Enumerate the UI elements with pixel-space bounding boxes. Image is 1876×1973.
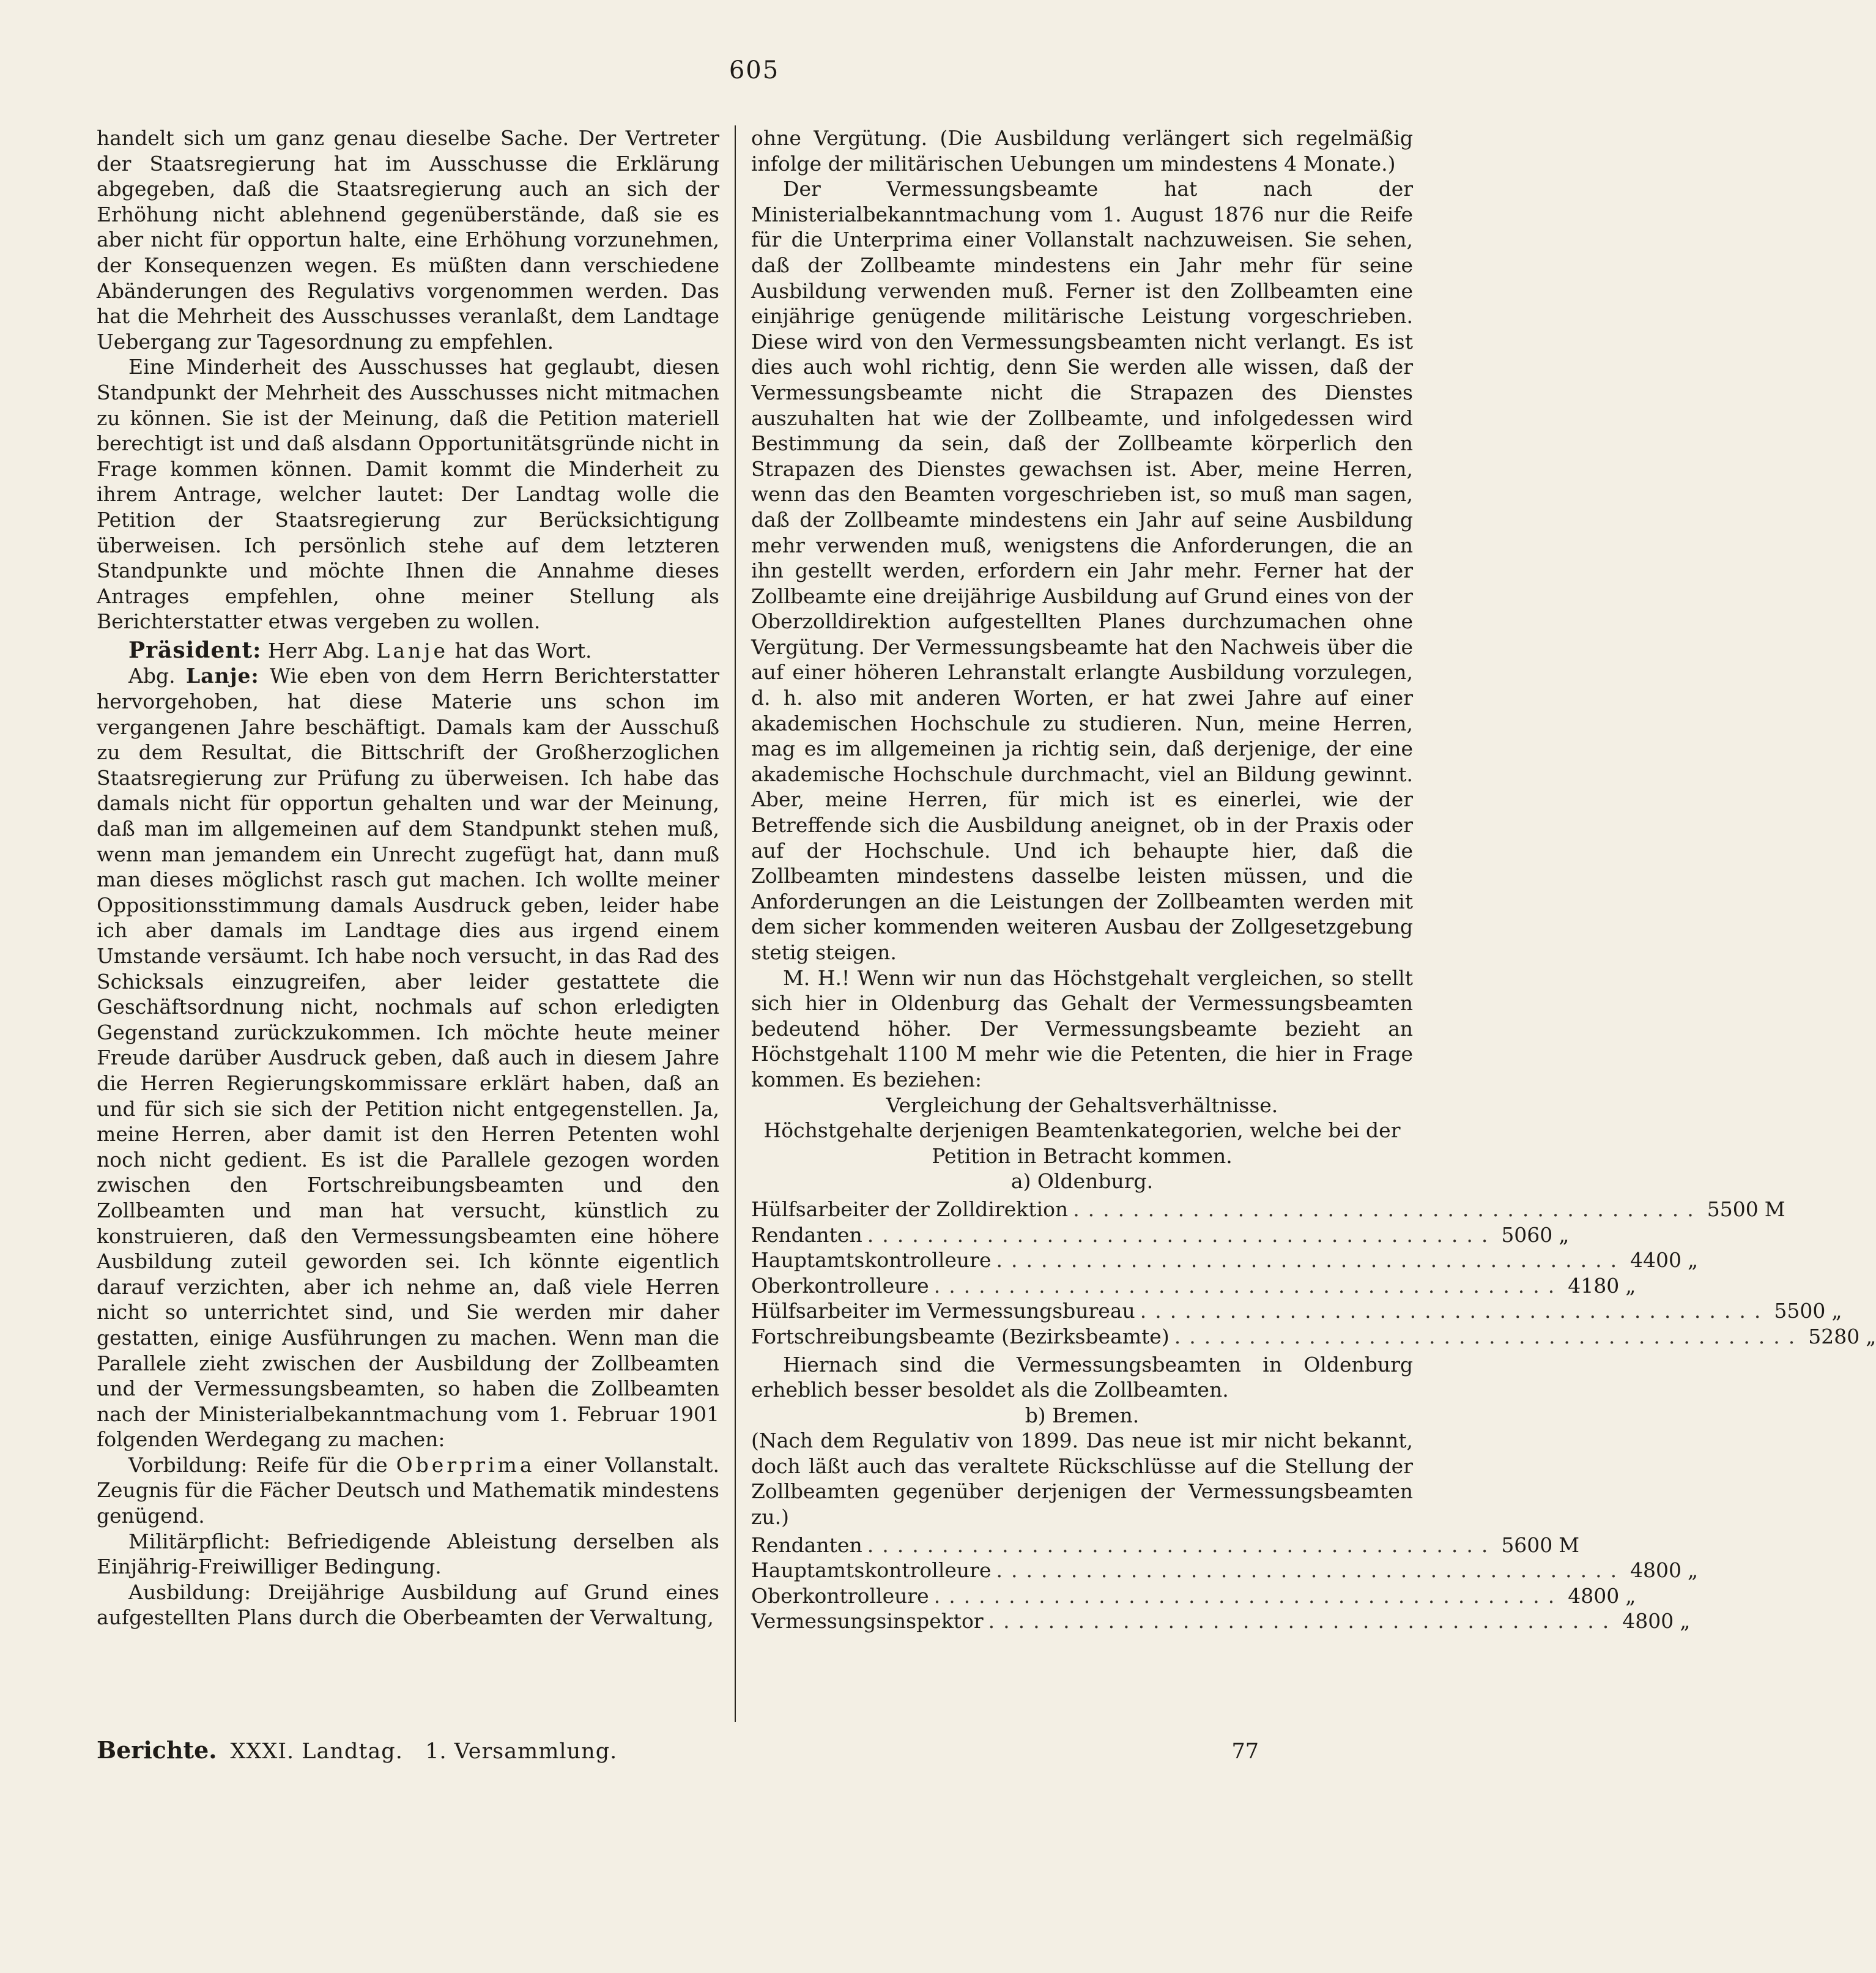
oldenburg-salary-table [751, 1197, 1876, 1350]
salary-category: Oberkontrolleure [751, 1583, 929, 1608]
president-text-before: Herr Abg. [267, 638, 370, 663]
salary-unit: „ [1831, 1299, 1842, 1323]
salary-category: Oberkontrolleure [751, 1273, 929, 1298]
salary-category: Hülfsarbeiter im Vermessungsbureau [751, 1299, 1135, 1323]
body-paragraph: handelt sich um ganz genau dieselbe Sache. Der Vertreter der Staatsregierung hat im Ausschusse die Erklärung abgegeben, daß die Staatsregierung auch an sich der Erhöhung nicht ablehnend gegenüberstände, daß sie es aber nicht für opportun halte, eine Erhöhung vorzunehmen, der Konsequenzen wegen. Es müßten dann verschiedene Abänderungen des Regulativs vorgenommen werden. Das hat die Mehrheit des Ausschusses veranlaßt, dem Landtage Uebergang zur Tagesordnung zu empfehlen. [97, 126, 719, 354]
salary-category: Hülfsarbeiter der Zolldirektion [751, 1197, 1069, 1221]
salary-amount: 5060 [1501, 1222, 1553, 1247]
salary-row [751, 1197, 1785, 1222]
salary-amount: 4800 [1622, 1609, 1674, 1633]
salary-row [751, 1273, 1636, 1299]
page-number: 605 [729, 56, 780, 84]
salary-unit: M [1559, 1533, 1580, 1557]
salary-amount: 5600 [1501, 1533, 1553, 1557]
salary-unit: „ [1688, 1558, 1699, 1583]
leader-dots: .......................................... [867, 1222, 1497, 1247]
salary-category: Fortschreibungsbeamte (Bezirksbeamte) [751, 1324, 1170, 1348]
salary-amount: 4400 [1630, 1248, 1682, 1273]
bremen-heading: b) Bremen. [1025, 1403, 1140, 1427]
comparison-subtitle: Höchstgehalte derjenigen Beamtenkategorien, welche bei der Petition in Betracht kommen. [763, 1118, 1401, 1168]
speech-text: Wie eben von dem Herrn Berichterstatter hervorgehoben, hat diese Materie uns schon im vergangenen Jahre beschäftigt. Damals kam der Ausschuß zu dem Resultat, die Bittschrift der Großherzoglichen Staatsregierung zur Prüfung zu überweisen. Ich habe das damals nicht für opportun gehalten und war der Meinung, daß man im allgemeinen auf dem Standpunkt stehen muß, wenn man jemandem ein Unrecht zugefügt hat, dann muß man dieses möglichst rasch gut machen. Ich wollte meiner Oppositionsstimmung damals Ausdruck geben, leider habe ich aber damals im Landtage dies aus irgend einem Umstande versäumt. Ich habe noch versucht, in das Rad des Schicksals einzugreifen, aber leider gestattete die Geschäftsordnung nicht, nochmals auf schon erledigten Gegenstand zurückzukommen. Ich möchte heute meiner Freude darüber Ausdruck geben, daß auch in diesem Jahre die Herren Regierungskommissare erklärt haben, daß an und für sich sie sich der Petition nicht entgegenstellen. Ja, meine Herren, aber damit ist den Herren Petenten wohl noch nicht gedient. Es ist die Parallele gezogen worden zwischen den Fortschreibungsbeamten und den Zollbeamten und man hat versucht, künstlich zu konstruieren, daß den Vermessungsbeamten eine höhere Ausbildung zuteil geworden sei. Ich könnte eigentlich darauf verzichten, aber ich nehme an, daß viele Herren nicht so unterrichtet sind, und Sie werden mir daher gestatten, einige Ausführungen zu machen. Wenn man die Parallele zieht zwischen der Ausbildung der Zollbeamten und der Vermessungsbeamten, so haben die Zollbeamten nach der Ministerialbekanntmachung vom 1. Februar 1901 folgenden Werdegang zu machen: [97, 664, 719, 1452]
president-line [97, 638, 719, 664]
salary-amount: 5500 [1774, 1299, 1826, 1323]
leader-dots: .......................................... [867, 1533, 1497, 1557]
salary-row [751, 1247, 1699, 1273]
salary-amount: 4800 [1568, 1583, 1620, 1608]
continuation-paragraph: ohne Vergütung. (Die Ausbildung verlängert sich regelmäßig infolge der militärischen Uebungen um mindestens 4 Monate.) [751, 126, 1413, 176]
oldenburg-heading: a) Oldenburg. [1010, 1169, 1154, 1194]
page-footer [97, 1736, 1418, 1764]
ausbildung-label: Ausbildung: [128, 1580, 251, 1604]
leader-dots: .......................................... [996, 1558, 1626, 1583]
salary-unit: „ [1559, 1222, 1570, 1247]
sheet-number: 77 [1231, 1739, 1259, 1764]
salary-row [751, 1608, 1691, 1634]
leader-dots: .......................................... [1140, 1299, 1770, 1323]
body-paragraph: Eine Minderheit des Ausschusses hat geglaubt, diesen Standpunkt der Mehrheit des Ausschusses nicht mitmachen zu können. Sie ist der Meinung, daß die Petition materiell berechtigt ist und daß alsdann Opportunitätsgründe nicht in Frage kommen können. Damit kommt die Minderheit zu ihrem Antrage, welcher lautet: Der Landtag wolle die Petition der Staatsregierung zur Berücksichtigung überweisen. Ich persönlich stehe auf dem letzteren Standpunkte und möchte Ihnen die Annahme dieses Antrages empfehlen, ohne meiner Stellung als Berichterstatter etwas vergeben zu wollen. [97, 355, 719, 634]
salary-category: Hauptamtskontrolleure [751, 1248, 992, 1273]
president-text-after: hat das Wort. [454, 638, 592, 663]
comparison-title: Vergleichung der Gehaltsverhältnisse. [886, 1093, 1278, 1117]
salary-unit: „ [1866, 1324, 1876, 1348]
speaker-name: Lanje: [186, 664, 259, 688]
president-label: Präsident: [128, 637, 262, 663]
body-paragraph: M. H.! Wenn wir nun das Höchstgehalt vergleichen, so stellt sich hier in Oldenburg das Gehalt der Vermessungsbeamten bedeutend höher. Der Vermessungsbeamte bezieht an Höchstgehalt 1100 M mehr wie die Petenten, die hier in Frage kommen. Es beziehen: [751, 965, 1413, 1091]
leader-dots: .......................................... [933, 1273, 1563, 1298]
salary-category: Rendanten [751, 1222, 862, 1247]
body-paragraph: Der Vermessungsbeamte hat nach der Ministerialbekanntmachung vom 1. August 1876 nur die Reife für die Unterprima einer Vollanstalt nachzuweisen. Sie sehen, daß der Zollbeamte mindestens ein Jahr mehr für seine Ausbildung verwenden muß. Ferner ist den Zollbeamten eine einjährige genügende militärische Leistung vorgeschrieben. Diese wird von den Vermessungsbeamten nicht verlangt. Es ist dies auch wohl richtig, denn Sie werden alle wissen, daß der Vermessungsbeamte nicht die Strapazen des Dienstes auszuhalten hat wie der Zollbeamte, und infolgedessen wird Bestimmung da sein, daß der Zollbeamte körperlich den Strapazen des Dienstes gewachsen ist. Aber, meine Herren, wenn das den Beamten vorgeschrieben ist, so muß man sagen, daß der Zollbeamte mindestens ein Jahr auf seine Ausbildung mehr verwenden muß, wenigstens die Anforderungen, die an ihn gestellt werden, erfordern ein Jahr mehr. Ferner hat der Zollbeamte eine dreijährige Ausbildung auf Grund eines von der Oberzolldirektion aufgestellten Planes durchzumachen ohne Vergütung. Der Vermessungsbeamte hat den Nachweis über die auf einer höheren Lehranstalt erlangte Ausbildung vorzulegen, d. h. also mit anderen Worten, er hat zwei Jahre auf einer akademischen Hochschule zu studieren. Nun, meine Herren, mag es im allgemeinen ja richtig sein, daß derjenige, der eine akademische Hochschule durchmacht, viel an Bildung gewinnt. Aber, meine Herren, für mich ist es einerlei, wie der Betreffende sich die Ausbildung aneignet, ob in der Praxis oder auf der Hochschule. Und ich behaupte hier, daß die Zollbeamten mindestens dasselbe leisten müssen, und die Anforderungen an die Leistungen der Zollbeamten werden mit dem sicher kommenden weiteren Ausbau der Zollgesetzgebung stetig steigen. [751, 177, 1413, 964]
salary-row [751, 1583, 1636, 1609]
column-divider [735, 125, 736, 1722]
footer-signature: Berichte. [97, 1736, 217, 1764]
leader-dots: .......................................... [1073, 1197, 1702, 1221]
salary-row [751, 1222, 1570, 1248]
speaker-prefix: Abg. [128, 664, 176, 688]
salary-unit: „ [1688, 1248, 1699, 1273]
left-column [97, 125, 719, 1630]
salary-amount: 4800 [1630, 1558, 1682, 1583]
vorbildung-text-after: einer Vollanstalt. Zeugnis für die Fächer Deutsch und Mathematik mindestens genügend. [97, 1452, 719, 1528]
salary-row [751, 1533, 1580, 1558]
right-column [751, 125, 1876, 1637]
bremen-note: (Nach dem Regulativ von 1899. Das neue ist mir nicht bekannt, doch läßt auch das veraltete Rückschlüsse auf die Stellung der Zollbeamten gegenüber derjenigen der Vermessungsbeamten zu.) [751, 1429, 1413, 1529]
president-speaker-name: Lanje [376, 638, 449, 663]
salary-amount: 5280 [1808, 1324, 1860, 1348]
salary-unit: „ [1625, 1273, 1636, 1298]
salary-amount: 5500 [1707, 1197, 1759, 1221]
footer-report-info: XXXI. Landtag. 1. Versammlung. [230, 1739, 618, 1764]
leader-dots: .......................................... [996, 1248, 1626, 1273]
militaer-label: Militärpflicht: [128, 1529, 270, 1553]
salary-row [751, 1298, 1842, 1324]
vorbildung-text-before: Reife für die [256, 1452, 388, 1477]
oldenburg-note: Hiernach sind die Vermessungsbeamten in Oldenburg erheblich besser besoldet als die Zollbeamten. [751, 1352, 1413, 1402]
ausbildung-paragraph [97, 1580, 719, 1630]
vorbildung-emphasis: Oberprima [396, 1452, 535, 1477]
salary-unit: „ [1680, 1609, 1691, 1633]
salary-category: Rendanten [751, 1533, 862, 1557]
ausbildung-text: Dreijährige Ausbildung auf Grund eines aufgestellten Plans durch die Oberbeamten der Verwaltung, [97, 1580, 719, 1630]
salary-category: Hauptamtskontrolleure [751, 1558, 992, 1583]
salary-unit: M [1764, 1197, 1785, 1221]
vorbildung-paragraph [97, 1452, 719, 1529]
salary-row [751, 1324, 1876, 1350]
militaer-paragraph [97, 1529, 719, 1580]
leader-dots: .......................................... [988, 1609, 1618, 1633]
salary-amount: 4180 [1568, 1273, 1620, 1298]
salary-category: Vermessungsinspektor [751, 1609, 984, 1633]
leader-dots: .......................................... [1174, 1324, 1804, 1348]
bremen-salary-table [751, 1533, 1699, 1634]
leader-dots: .......................................... [933, 1583, 1563, 1608]
militaer-text: Befriedigende Ableistung derselben als Einjährig-Freiwilliger Bedingung. [97, 1529, 719, 1579]
vorbildung-label: Vorbildung: [128, 1452, 248, 1477]
salary-unit: „ [1625, 1583, 1636, 1608]
salary-row [751, 1558, 1699, 1583]
speech-paragraph [97, 663, 719, 1452]
